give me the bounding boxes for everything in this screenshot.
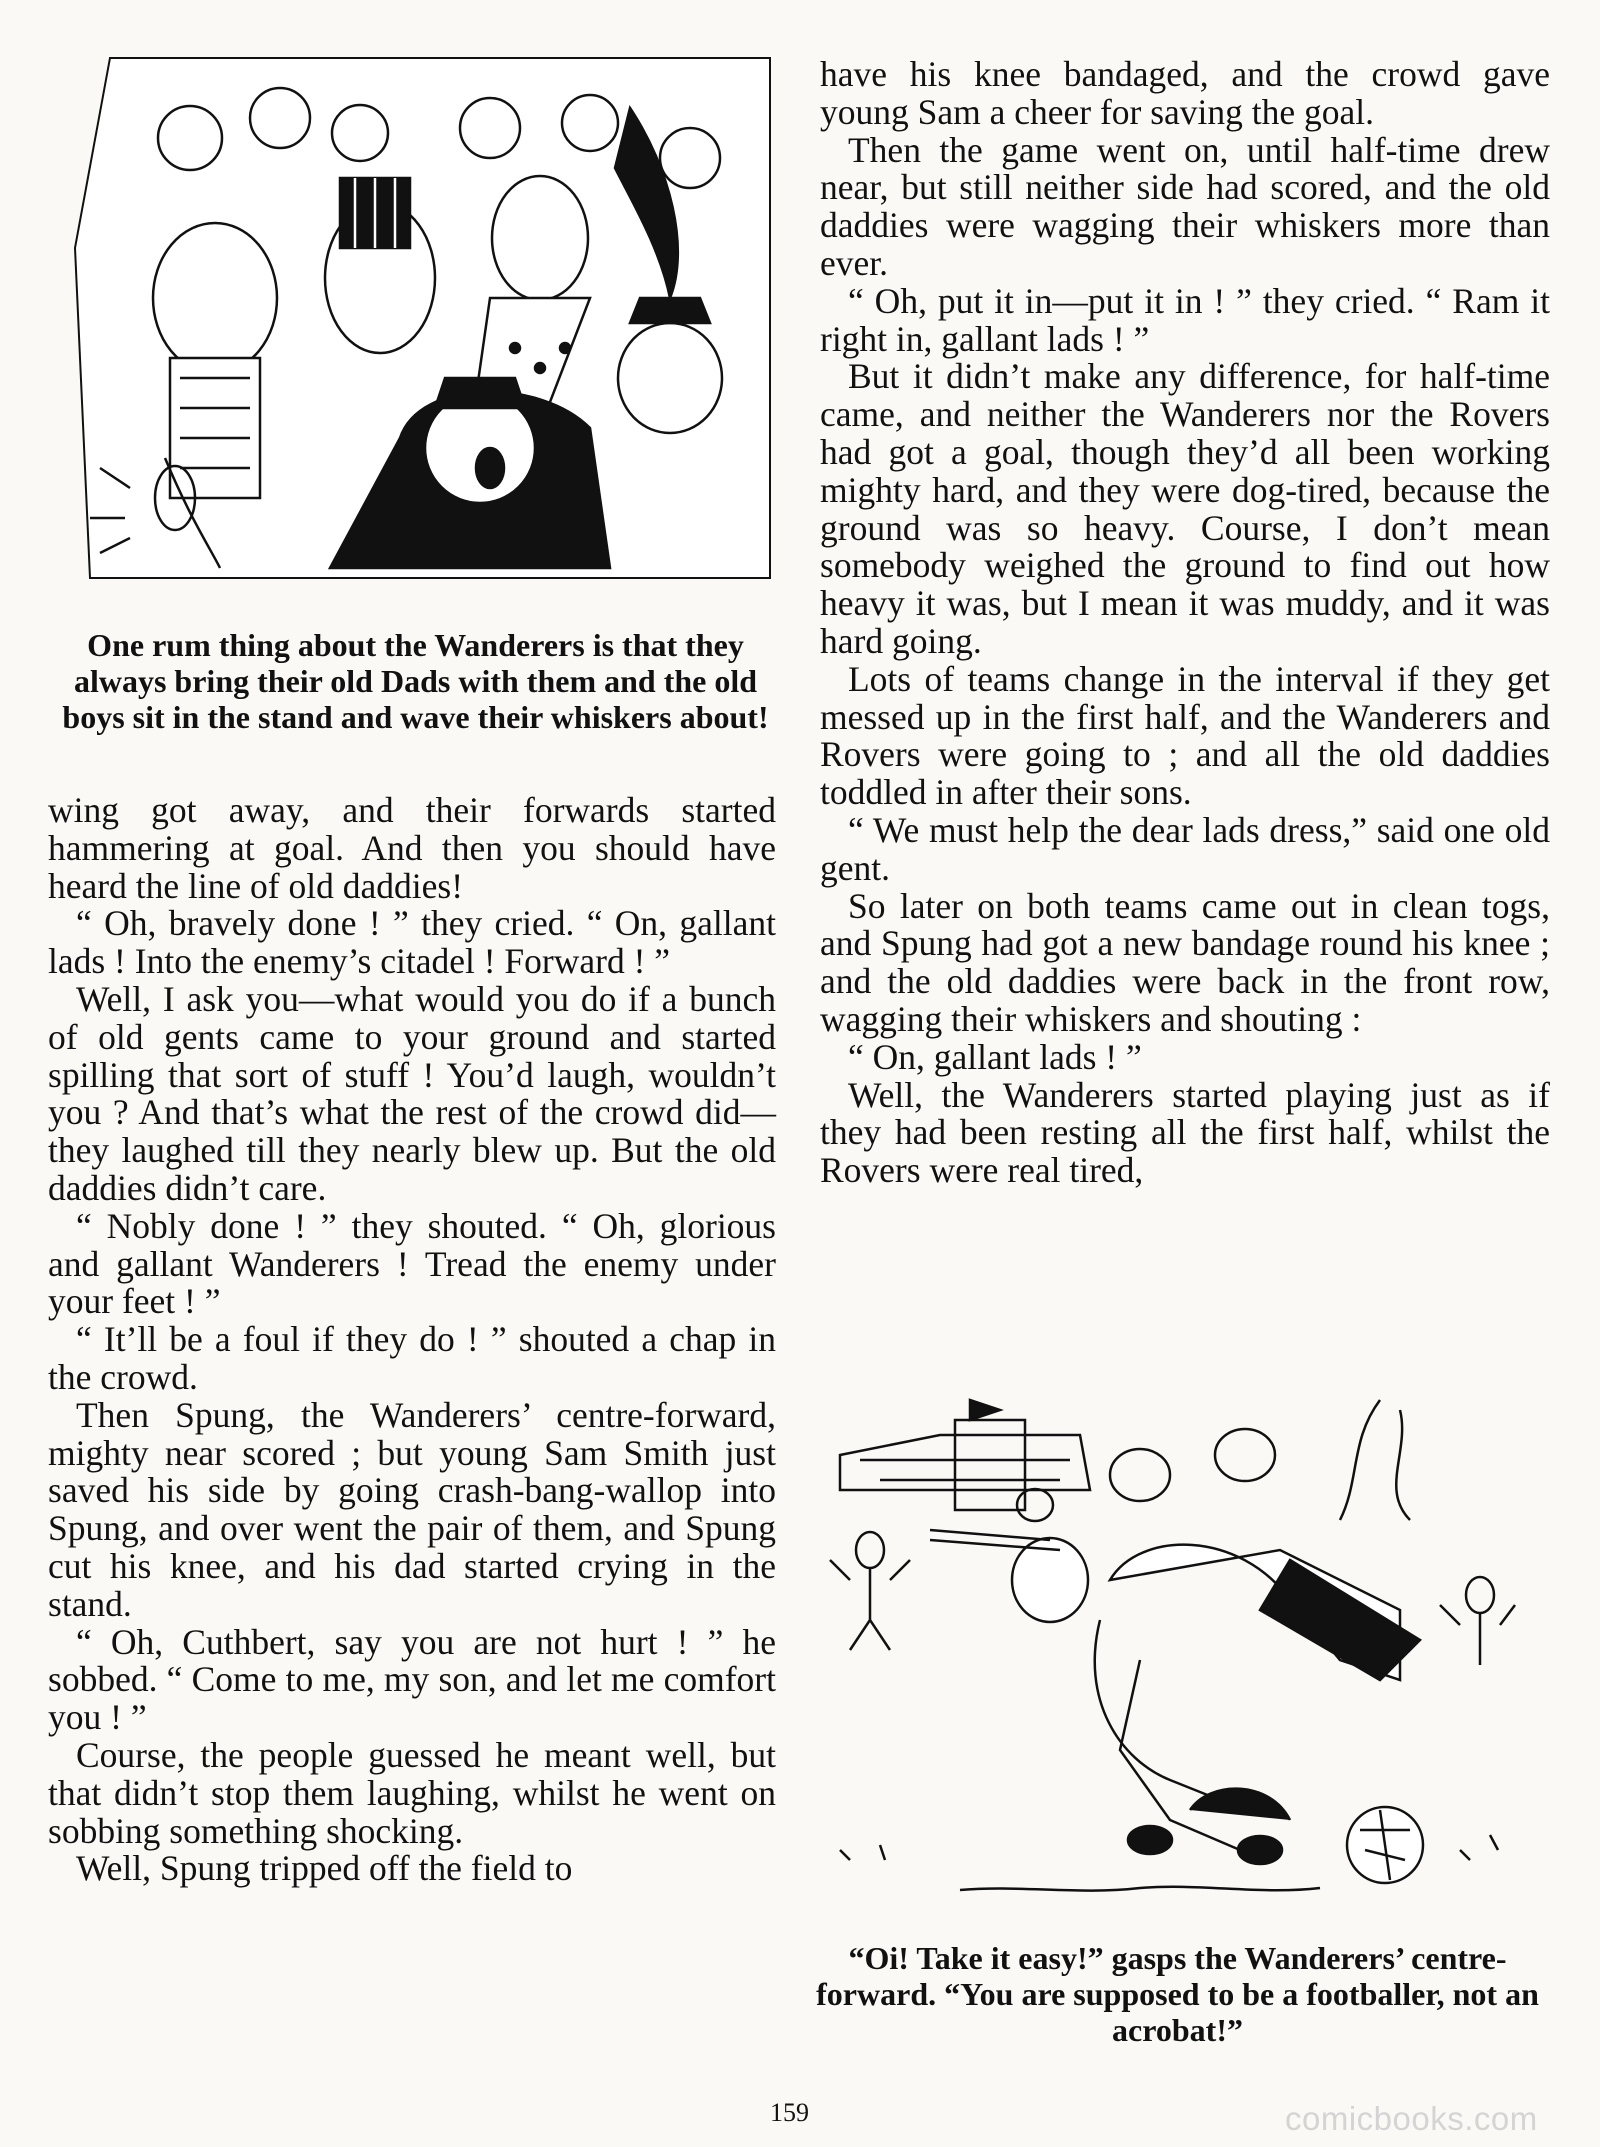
right-text-column bbox=[820, 56, 1550, 1190]
bottom-illustration-caption: “Oi! Take it easy!” gasps the Wanderers’ centre-forward. “You are supposed to be a footballer, not an acrobat!” bbox=[816, 1940, 1539, 2048]
paragraph: Well, the Wanderers started playing just as if they had been resting all the first half, whilst the Rovers were real tired, bbox=[820, 1074, 1550, 1191]
paragraph: have his knee bandaged, and the crowd gave young Sam a cheer for saving the goal. bbox=[820, 54, 1550, 132]
paragraph: Well, I ask you—what would you do if a bunch of old gents came to your ground and started spilling that sort of stuff ! You’d laugh, wouldn’t you ? And that’s what the rest of the crowd did—they laughed till they nearly blew up. But the old daddies didn’t care. bbox=[48, 978, 776, 1208]
paragraph: “ Oh, bravely done ! ” they cried. “ On, gallant lads ! Into the enemy’s citadel ! Forward ! ” bbox=[48, 903, 776, 982]
paragraph: Lots of teams change in the interval if they get messed up in the first half, and the Wanderers and Rovers were going to ; and all the old daddies toddled in after their sons. bbox=[820, 658, 1550, 813]
illustration-crowd-of-old-dads bbox=[70, 48, 775, 593]
paragraph: Then Spung, the Wanderers’ centre-forward, mighty near scored ; but young Sam Smith just saved his side by going crash-bang-wallop into Spung, and over went the pair of them, and Spung cut his knee, and his dad started crying in the stand. bbox=[48, 1394, 776, 1624]
paragraph: Then the game went on, until half-time drew near, but still neither side had scored, and the old daddies were wagging their whiskers more than ever. bbox=[820, 129, 1550, 283]
paragraph: “ On, gallant lads ! ” bbox=[848, 1036, 1142, 1077]
top-illustration-caption: One rum thing about the Wanderers is that they always bring their old Dads with them and the old boys sit in the stand and wave their whiskers about! bbox=[62, 627, 769, 735]
paragraph: wing got away, and their forwards started hammering at goal. And then you should have heard the line of old daddies! bbox=[48, 790, 776, 906]
left-text-column bbox=[48, 792, 776, 1888]
paragraph: Course, the people guessed he meant well, but that didn’t stop them laughing, whilst he went on sobbing something shocking. bbox=[48, 1734, 776, 1851]
paragraph: But it didn’t make any difference, for half-time came, and neither the Wanderers nor the Rovers had got a goal, though they’d all been working mighty hard, and they were dog-tired, because the ground was so heavy. Course, I don’t mean somebody weighed the ground to find out how heavy it was, but I mean it was muddy, and it was hard going. bbox=[820, 356, 1550, 661]
paragraph: So later on both teams came out in clean togs, and Spung had got a new bandage round his knee ; and the old daddies were back in the front row, wagging their whiskers and shouting : bbox=[820, 885, 1550, 1039]
paragraph: “ Oh, Cuthbert, say you are not hurt ! ” he sobbed. “ Come to me, my son, and let me comfort you ! ” bbox=[48, 1621, 776, 1738]
paragraph: “ It’ll be a foul if they do ! ” shouted a chap in the crowd. bbox=[48, 1319, 776, 1397]
paragraph: “ Nobly done ! ” they shouted. “ Oh, glorious and gallant Wanderers ! Tread the enemy under your feet ! ” bbox=[48, 1205, 776, 1322]
paragraph: Well, Spung tripped off the field to bbox=[76, 1848, 573, 1889]
illustration-footballers-tumbling bbox=[820, 1380, 1520, 1925]
paragraph: “ We must help the dear lads dress,” said one old gent. bbox=[820, 809, 1550, 888]
page-number: 159 bbox=[770, 2098, 809, 2127]
watermark: comicbooks.com bbox=[1285, 2100, 1538, 2137]
paragraph: “ Oh, put it in—put it in ! ” they cried. “ Ram it right in, gallant lads ! ” bbox=[820, 280, 1550, 359]
